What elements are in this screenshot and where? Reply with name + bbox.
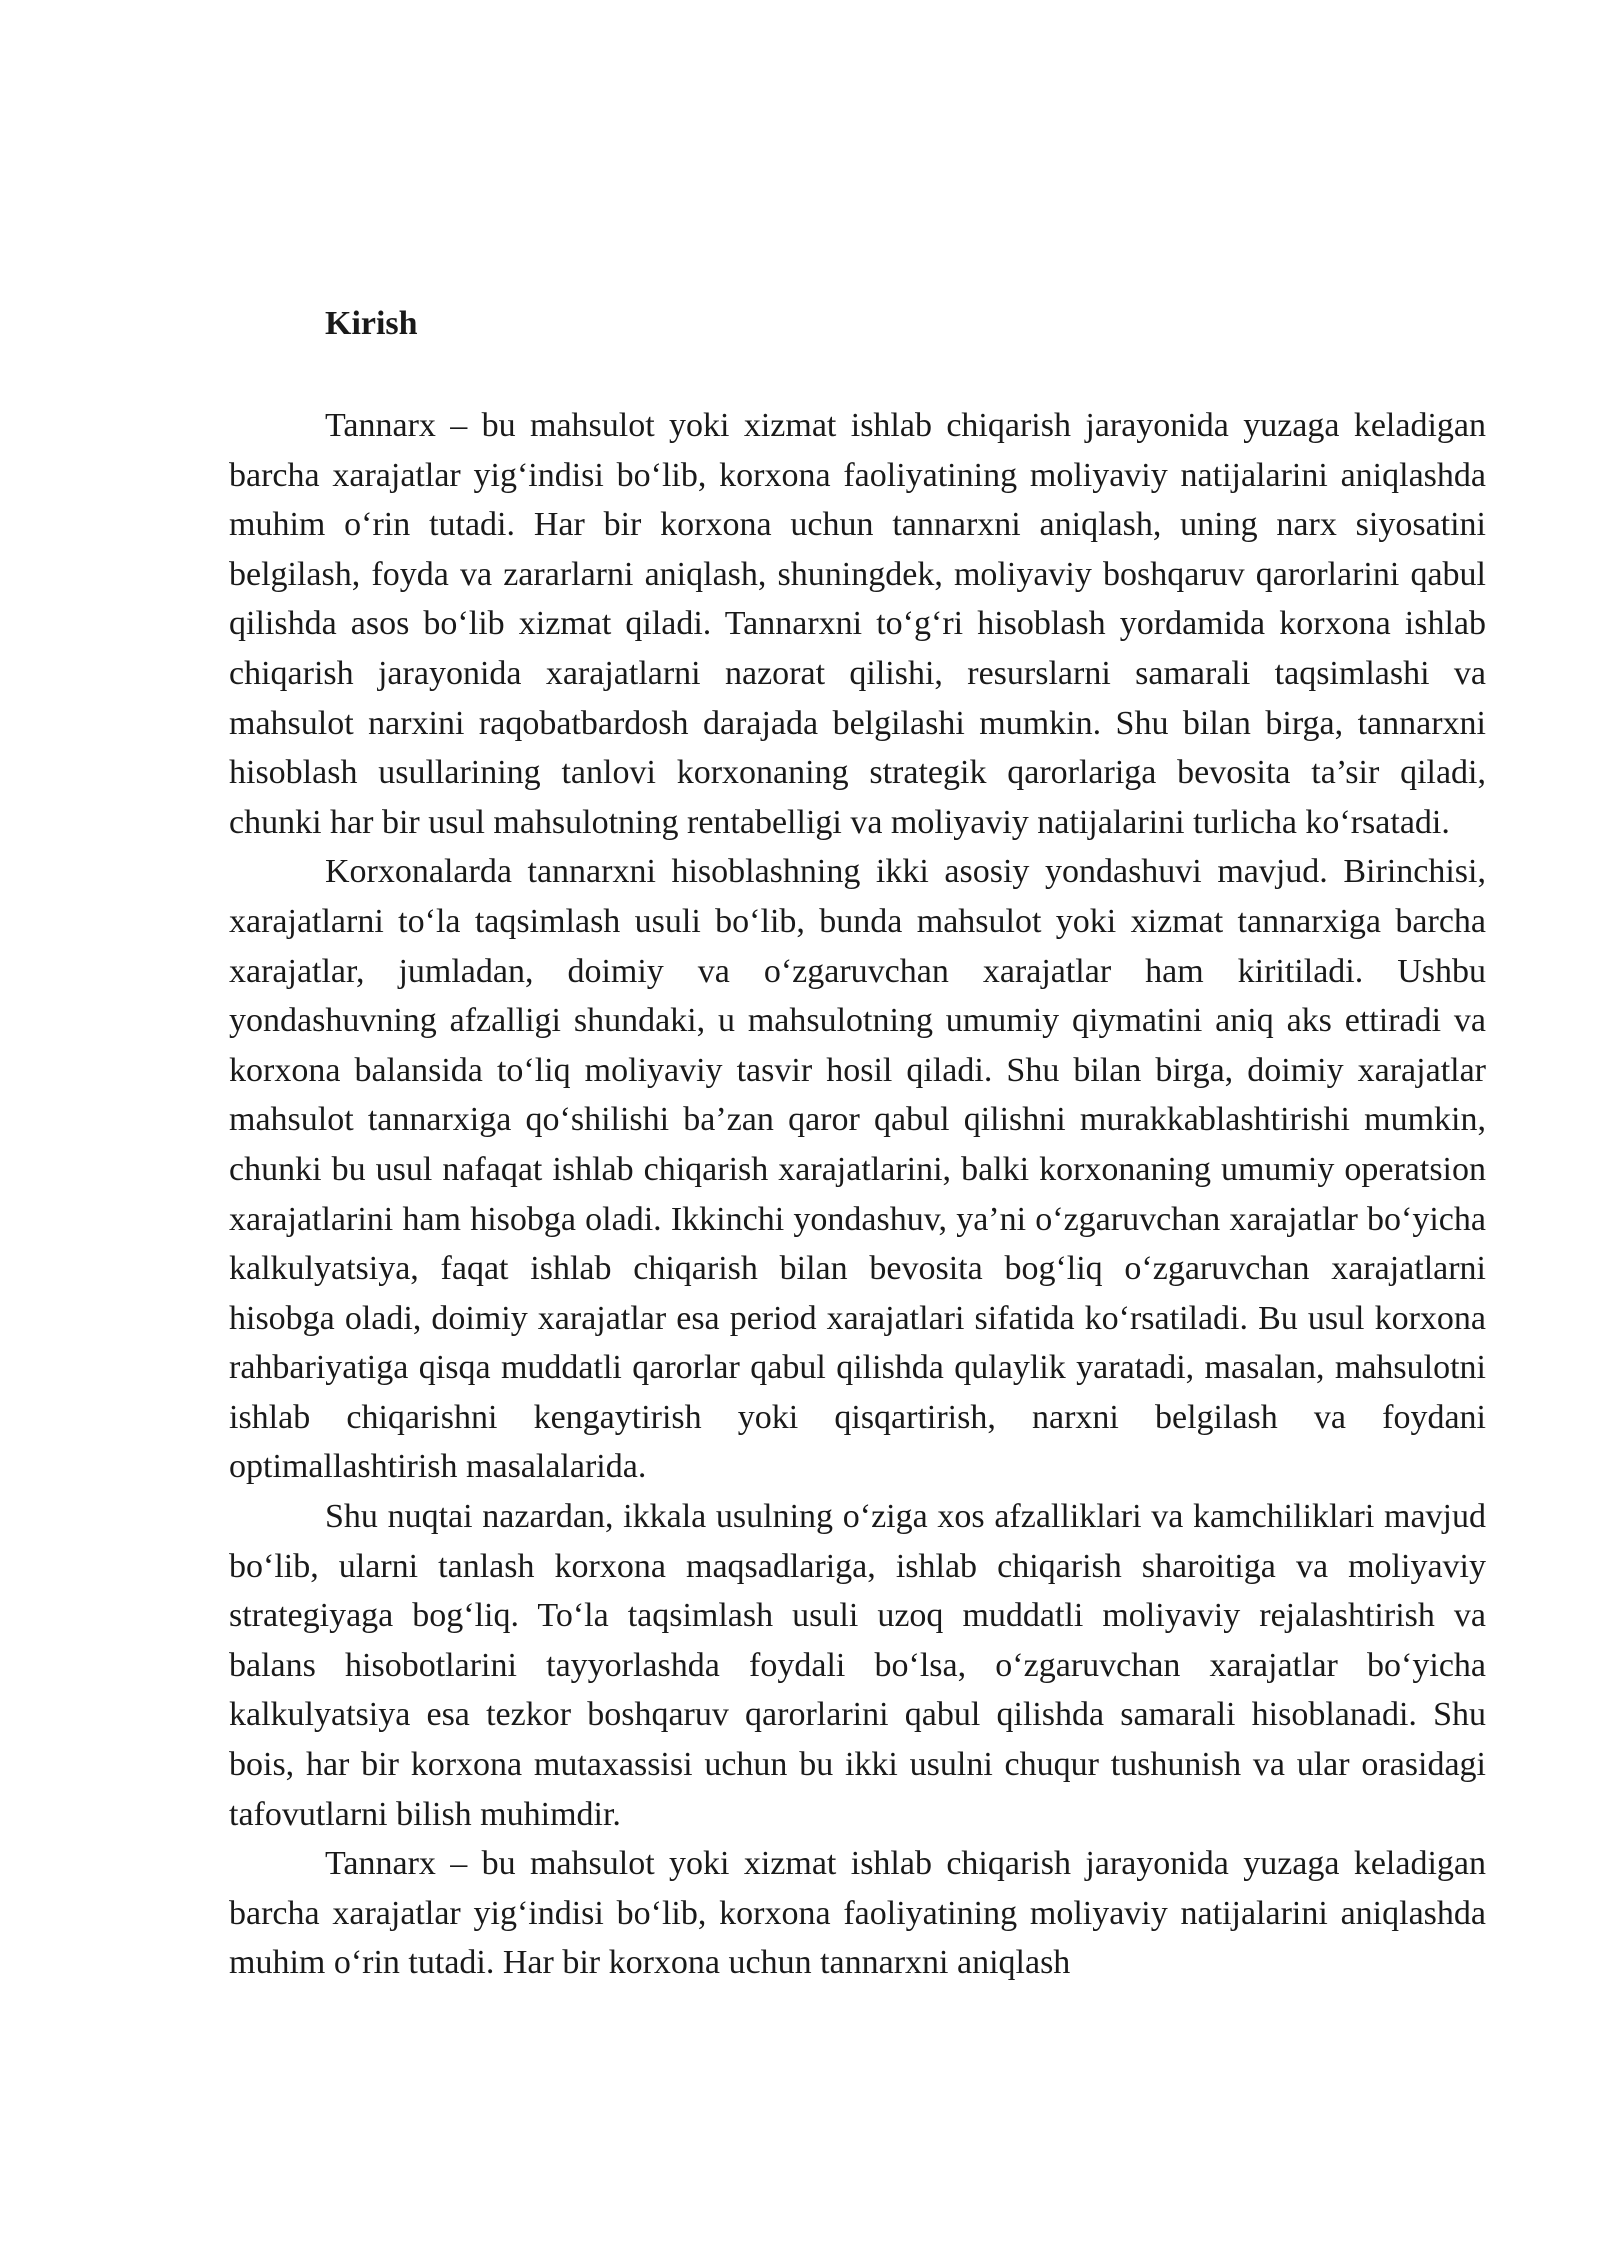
paragraph-1: Tannarx – bu mahsulot yoki xizmat ishlab chiqarish jarayonida yuzaga keladigan barcha xarajatlar yig‘indisi bo‘lib, korxona faoliyatining moliyaviy natijalarini aniqlashda muhim o‘rin tutadi. Har bir korxona uchun tannarxni aniqlash, uning narx siyosatini belgilash, foyda va zararlarni aniqlash, shuningdek, moliyaviy boshqaruv qarorlarini qabul qilishda asos bo‘lib xizmat qiladi. Tannarxni to‘g‘ri hisoblash yordamida korxona ishlab chiqarish jarayonida xarajatlarni nazorat qilishi, resurslarni samarali taqsimlashi va mahsulot narxini raqobatbardosh darajada belgilashi mumkin. Shu bilan birga, tannarxni hisoblash usullarining tanlovi korxonaning strategik qarorlariga bevosita ta’sir qiladi, chunki har bir usul mahsulotning rentabelligi va moliyaviy natijalarini turlicha ko‘rsatadi. [229,407,1486,841]
paragraph-3: Shu nuqtai nazardan, ikkala usulning o‘ziga xos afzalliklari va kamchiliklari mavjud bo‘lib, ularni tanlash korxona maqsadlariga, ishlab chiqarish sharoitiga va moliyaviy strategiyaga bog‘liq. To‘la taqsimlash usuli uzoq muddatli moliyaviy rejalashtirish va balans hisobotlarini tayyorlashda foydali bo‘lsa, o‘zgaruvchan xarajatlar bo‘yicha kalkulyatsiya esa tezkor boshqaruv qarorlarini qabul qilishda samarali hisoblanadi. Shu bois, har bir korxona mutaxassisi uchun bu ikki usulni chuqur tushunish va ular orasidagi tafovutlarni bilish muhimdir. [229,1498,1486,1833]
section-heading: Kirish [325,305,418,342]
paragraph-2: Korxonalarda tannarxni hisoblashning ikki asosiy yondashuvi mavjud. Birinchisi, xarajatlarni to‘la taqsimlash usuli bo‘lib, bunda mahsulot yoki xizmat tannarxiga barcha xarajatlar, jumladan, doimiy va o‘zgaruvchan xarajatlar ham kiritiladi. Ushbu yondashuvning afzalligi shundaki, u mahsulotning umumiy qiymatini aniq aks ettiradi va korxona balansida to‘liq moliyaviy tasvir hosil qiladi. Shu bilan birga, doimiy xarajatlar mahsulot tannarxiga qo‘shilishi ba’zan qaror qabul qilishni murakkablashtirishi mumkin, chunki bu usul nafaqat ishlab chiqarish xarajatlarini, balki korxonaning umumiy operatsion xarajatlarini ham hisobga oladi. Ikkinchi yondashuv, ya’ni o‘zgaruvchan xarajatlar bo‘yicha kalkulyatsiya, faqat ishlab chiqarish bilan bevosita bog‘liq o‘zgaruvchan xarajatlarni hisobga oladi, doimiy xarajatlar esa period xarajatlari sifatida ko‘rsatiladi. Bu usul korxona rahbariyatiga qisqa muddatli qarorlar qabul qilishda qulaylik yaratadi, masalan, mahsulotni ishlab chiqarishni kengaytirish yoki qisqartirish, narxni belgilash va foydani optimallashtirish masalalarida. [229,853,1486,1486]
document-body [229,296,1486,1988]
paragraph-4: Tannarx – bu mahsulot yoki xizmat ishlab chiqarish jarayonida yuzaga keladigan barcha xarajatlar yig‘indisi bo‘lib, korxona faoliyatining moliyaviy natijalarini aniqlashda muhim o‘rin tutadi. Har bir korxona uchun tannarxni aniqlash [229,1845,1486,1982]
